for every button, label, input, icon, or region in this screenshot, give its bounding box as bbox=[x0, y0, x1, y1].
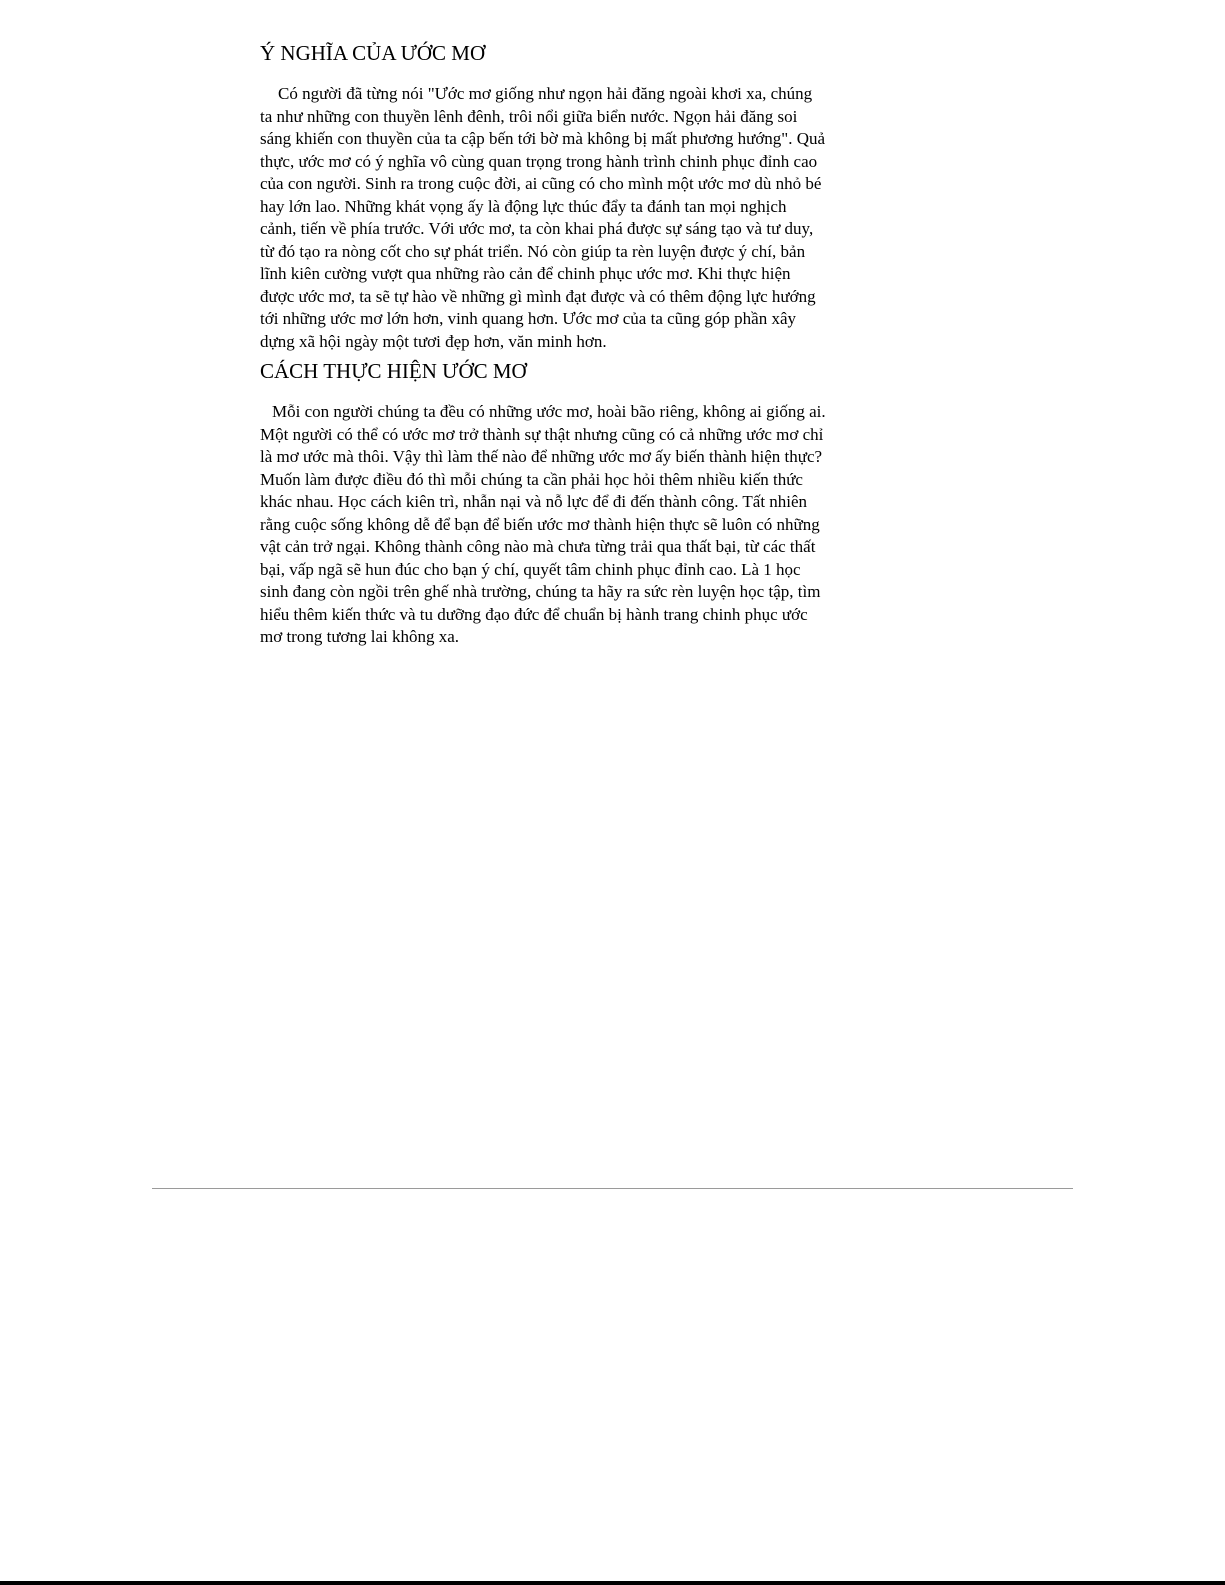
section-paragraph-meaning: Có người đã từng nói "Ước mơ giống như ngọn hải đăng ngoài khơi xa, chúng ta như những con thuyền lênh đênh, trôi nổi giữa biển nước. Ngọn hải đăng soi sáng khiến con thuyền của ta cập bến tới bờ mà không bị mất phương hướng". Quả thực, ước mơ có ý nghĩa vô cùng quan trọng trong hành trình chinh phục đỉnh cao của con người. Sinh ra trong cuộc đời, ai cũng có cho mình một ước mơ dù nhỏ bé hay lớn lao. Những khát vọng ấy là động lực thúc đẩy ta đánh tan mọi nghịch cảnh, tiến về phía trước. Với ước mơ, ta còn khai phá được sự sáng tạo và tư duy, từ đó tạo ra nòng cốt cho sự phát triển. Nó còn giúp ta rèn luyện được ý chí, bản lĩnh kiên cường vượt qua những rào cản để chinh phục ước mơ. Khi thực hiện được ước mơ, ta sẽ tự hào về những gì mình đạt được và có thêm động lực hướng tới những ước mơ lớn hơn, vinh quang hơn. Ước mơ của ta cũng góp phần xây dựng xã hội ngày một tươi đẹp hơn, văn minh hơn. bbox=[260, 84, 826, 351]
section-heading-how-to: CÁCH THỰC HIỆN ƯỚC MƠ bbox=[260, 359, 527, 383]
page-bottom-border bbox=[0, 1581, 1225, 1585]
document-body bbox=[260, 38, 826, 649]
section-paragraph-how-to: Mỗi con người chúng ta đều có những ước mơ, hoài bão riêng, không ai giống ai. Một người có thể có ước mơ trở thành sự thật nhưng cũng có cả những ước mơ chỉ là mơ ước mà thôi. Vậy thì làm thế nào để những ước mơ ấy biến thành hiện thực? Muốn làm được điều đó thì mỗi chúng ta cần phải học hỏi thêm nhiều kiến thức khác nhau. Học cách kiên trì, nhẫn nại và nỗ lực để đi đến thành công. Tất nhiên rằng cuộc sống không dễ để bạn để biến ước mơ thành hiện thực sẽ luôn có những vật cản trở ngại. Không thành công nào mà chưa từng trải qua thất bại, từ các thất bại, vấp ngã sẽ hun đúc cho bạn ý chí, quyết tâm chinh phục đỉnh cao. Là 1 học sinh đang còn ngồi trên ghế nhà trường, chúng ta hãy ra sức rèn luyện học tập, tìm hiểu thêm kiến thức và tu dưỡng đạo đức để chuẩn bị hành trang chinh phục ước mơ trong tương lai không xa. bbox=[260, 402, 826, 646]
page-divider bbox=[152, 1188, 1073, 1189]
section-heading-meaning: Ý NGHĨA CỦA ƯỚC MƠ bbox=[260, 41, 486, 65]
